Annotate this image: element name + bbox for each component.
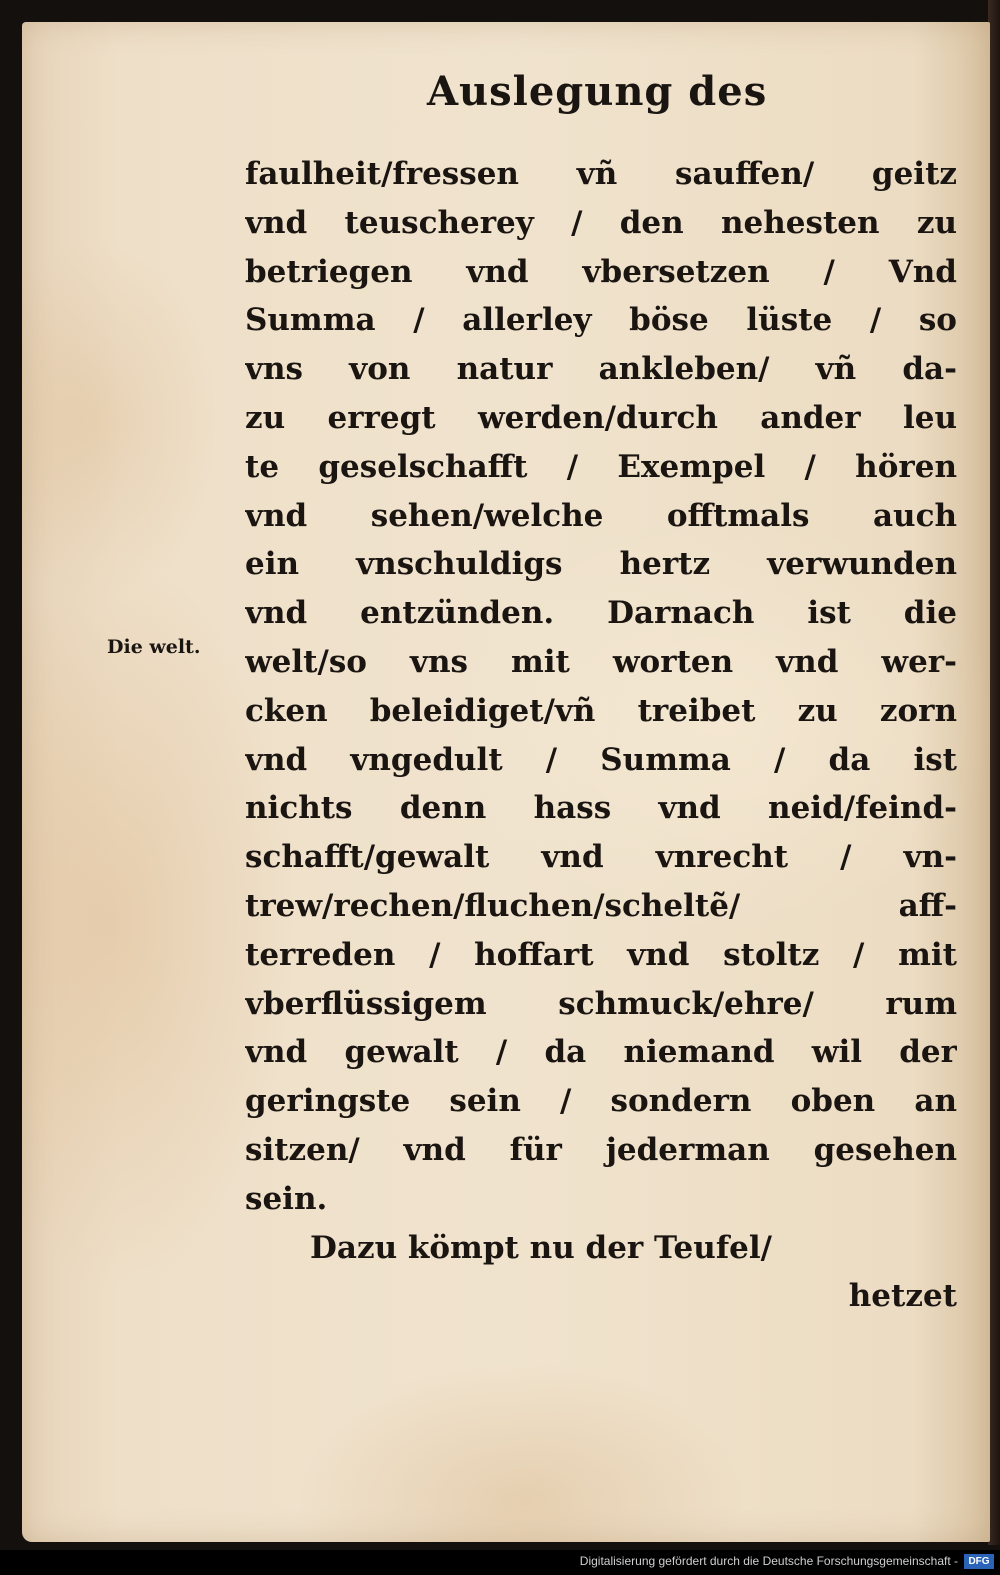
text-line: welt/so vns mit worten vnd wer- <box>245 643 957 680</box>
text-line: vnd entzünden. Darnach ist die <box>245 595 957 632</box>
text-line: sein. <box>245 1180 328 1217</box>
funding-credit: Digitalisierung gefördert durch die Deutsche Forschungsgemeinschaft - <box>579 1554 958 1568</box>
dfg-logo-icon: DFG <box>964 1554 994 1569</box>
page-text-layer <box>22 22 990 1542</box>
body-text <box>245 150 957 1321</box>
text-line: vnd sehen/welche offtmals auch <box>245 497 957 534</box>
text-line: vnd gewalt / da niemand wil der <box>245 1034 957 1071</box>
text-line: vns von natur ankleben/ vñ da- <box>245 351 957 388</box>
text-line: geringste sein / sondern oben an <box>245 1083 957 1120</box>
text-line: cken beleidiget/vñ treibet zu zorn <box>245 692 957 729</box>
text-line: schafft/gewalt vnd vnrecht / vn- <box>245 839 957 876</box>
paragraph-start-line: Dazu kömpt nu der Teufel/ <box>310 1229 772 1266</box>
text-line: te geselschafft / Exempel / hören <box>245 448 957 485</box>
text-line: Summa / allerley böse lüste / so <box>245 302 957 339</box>
text-line: ein vnschuldigs hertz verwunden <box>245 546 957 583</box>
text-line: vberflüssigem schmuck/ehre/ rum <box>245 985 957 1022</box>
marginal-note: Die welt. <box>107 636 201 658</box>
text-line: nichts denn hass vnd neid/feind- <box>245 790 957 827</box>
text-line: trew/rechen/fluchen/scheltẽ/ aff- <box>245 887 957 924</box>
text-line: terreden / hoffart vnd stoltz / mit <box>245 936 957 973</box>
text-line: faulheit/fressen vñ sauffen/ geitz <box>245 156 957 192</box>
digitization-footer <box>0 1550 1000 1575</box>
text-line: zu erregt werden/durch ander leu <box>245 399 957 436</box>
running-head: Auslegung des <box>427 68 768 115</box>
text-line: sitzen/ vnd für jederman gesehen <box>245 1131 957 1168</box>
text-line: betriegen vnd vbersetzen / Vnd <box>245 253 957 290</box>
paper-page <box>22 22 990 1542</box>
catchword: hetzet <box>848 1278 957 1315</box>
text-line: vnd teuscherey / den nehesten zu <box>245 204 957 241</box>
text-line: vnd vngedult / Summa / da ist <box>245 741 957 778</box>
